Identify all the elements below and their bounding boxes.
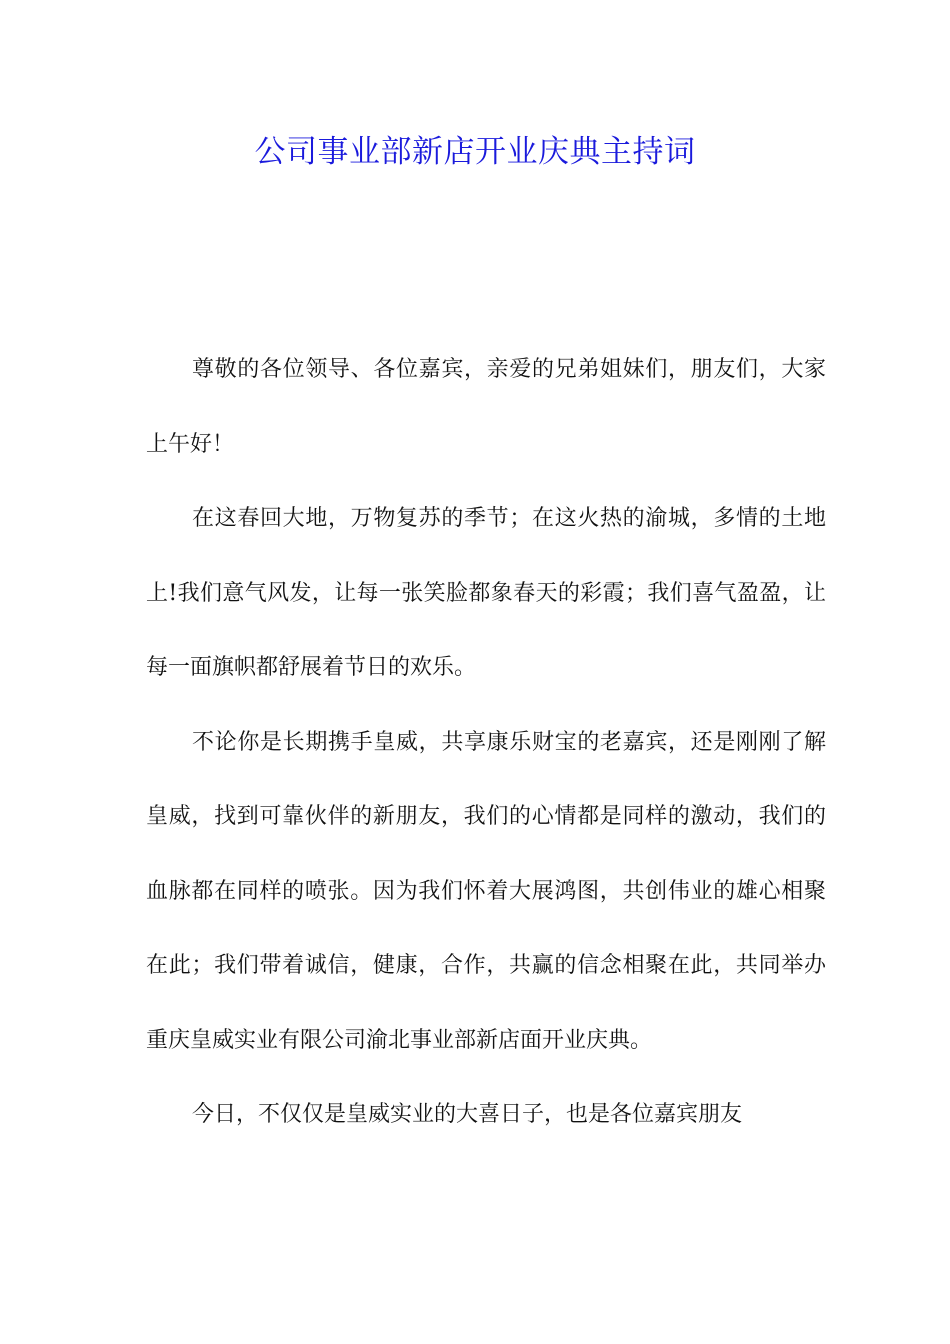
- document-body: [146, 333, 826, 1153]
- document-title: 公司事业部新店开业庆典主持词: [254, 134, 696, 170]
- paragraph-guests: 不论你是长期携手皇威，共享康乐财宝的老嘉宾，还是刚刚了解皇威，找到可靠伙伴的新朋友，我们的心情都是同样的激动，我们的血脉都在同样的喷张。因为我们怀着大展鸿图，共创伟业的雄心相聚在此；我们带着诚信，健康，合作，共赢的信念相聚在此，共同举办重庆皇威实业有限公司渝北事业部新店面开业庆典。: [146, 729, 826, 1053]
- paragraph-today: 今日，不仅仅是皇威实业的大喜日子，也是各位嘉宾朋友: [192, 1102, 743, 1127]
- paragraph-greeting: 尊敬的各位领导、各位嘉宾，亲爱的兄弟姐妹们，朋友们，大家上午好！: [146, 357, 826, 457]
- paragraph-season: 在这春回大地，万物复苏的季节；在这火热的渝城，多情的土地上!我们意气风发，让每一张笑脸都象春天的彩霞；我们喜气盈盈，让每一面旗帜都舒展着节日的欢乐。: [146, 506, 826, 680]
